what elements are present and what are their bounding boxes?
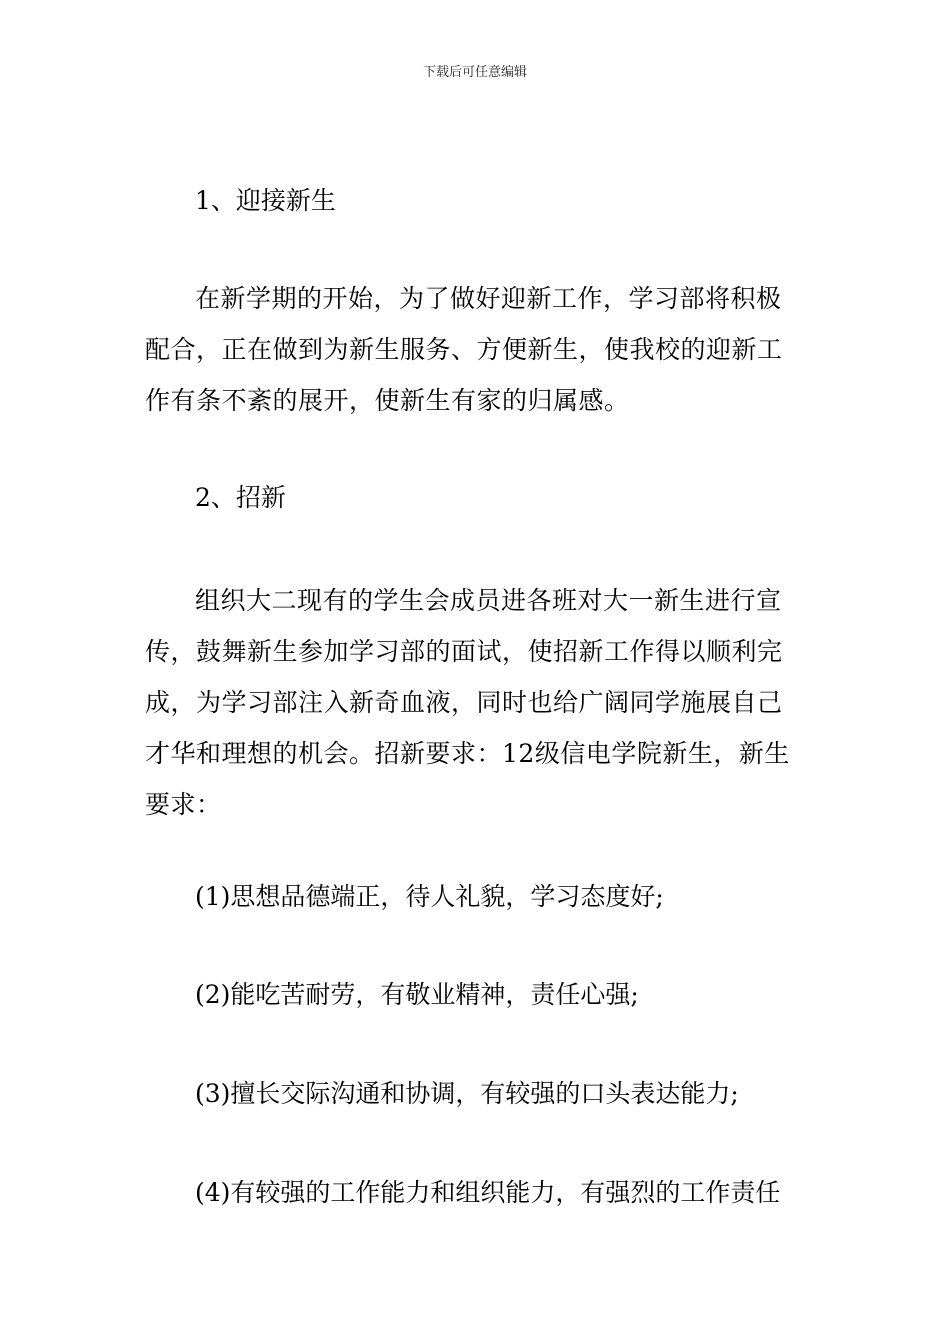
paragraph-line: 要求： xyxy=(145,790,222,819)
paragraph-line: 才华和理想的机会。招新要求：12级信电学院新生，新生 xyxy=(145,739,790,768)
recruit-paragraph xyxy=(145,575,810,830)
requirement-item-1: (1)思想品德端正，待人礼貌，学习态度好; xyxy=(195,882,664,911)
requirement-item-4: (4)有较强的工作能力和组织能力，有强烈的工作责任 xyxy=(195,1178,781,1207)
section-heading-welcome: 1、迎接新生 xyxy=(195,186,336,215)
page-header: 下载后可任意编辑 xyxy=(422,65,527,80)
section-heading-recruit: 2、招新 xyxy=(195,483,286,512)
paragraph-line: 配合，正在做到为新生服务、方便新生，使我校的迎新工 xyxy=(145,335,783,364)
paragraph-line: 组织大二现有的学生会成员进各班对大一新生进行宣 xyxy=(195,586,782,615)
requirement-item-3: (3)擅长交际沟通和协调，有较强的口头表达能力; xyxy=(195,1079,739,1108)
paragraph-line: 传，鼓舞新生参加学习部的面试，使招新工作得以顺利完 xyxy=(145,637,783,666)
requirement-item-2: (2)能吃苦耐劳，有敬业精神，责任心强; xyxy=(195,980,639,1009)
paragraph-line: 在新学期的开始，为了做好迎新工作，学习部将积极 xyxy=(195,284,782,313)
paragraph-line: 作有条不紊的展开，使新生有家的归属感。 xyxy=(145,386,630,415)
welcome-paragraph xyxy=(145,273,810,426)
paragraph-line: 成，为学习部注入新奇血液，同时也给广阔同学施展自己 xyxy=(145,688,783,717)
